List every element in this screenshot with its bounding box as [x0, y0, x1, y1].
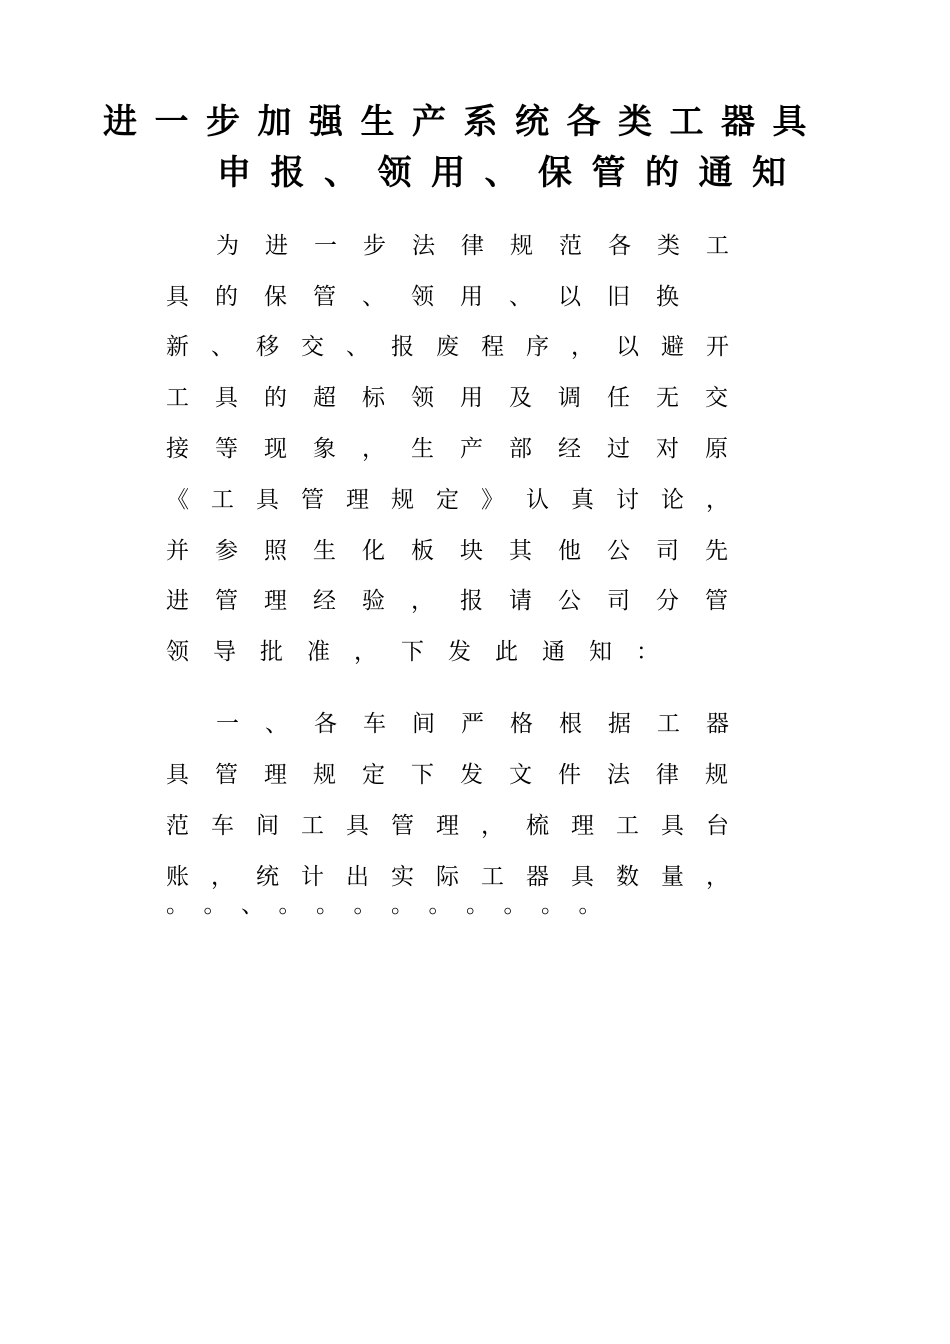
item-1-line: 一、各车间严格根据工器 — [216, 711, 755, 737]
intro-paragraph-line: 为进一步法律规范各类工 — [216, 233, 755, 259]
document-title-line-2: 申报、领用、保管的通知 — [217, 153, 806, 193]
item-1-line: 账，统计出实际工器具数量， — [166, 864, 751, 890]
item-1-line: 范车间工具管理，梳理工具台 — [166, 813, 751, 839]
truncated-text-line: 。。、。。。。。。。。。 — [166, 892, 628, 918]
intro-paragraph-line: 工具的超标领用及调任无交 — [166, 385, 754, 411]
intro-paragraph-line: 进管理经验，报请公司分管 — [166, 588, 754, 614]
intro-paragraph-line: 具的保管、领用、以旧换 — [166, 284, 705, 310]
intro-paragraph-line: 接等现象，生产部经过对原 — [166, 436, 754, 462]
intro-paragraph-line: 新、移交、报废程序，以避开 — [166, 334, 751, 360]
item-1-line: 具管理规定下发文件法律规 — [166, 762, 754, 788]
intro-paragraph-line: 《工具管理规定》认真讨论， — [166, 487, 751, 513]
intro-paragraph-line: 并参照生化板块其他公司先 — [166, 538, 754, 564]
intro-paragraph-line: 领导批准，下发此通知： — [166, 639, 683, 665]
document-title-line-1: 进一步加强生产系统各类工器具 — [103, 102, 824, 142]
